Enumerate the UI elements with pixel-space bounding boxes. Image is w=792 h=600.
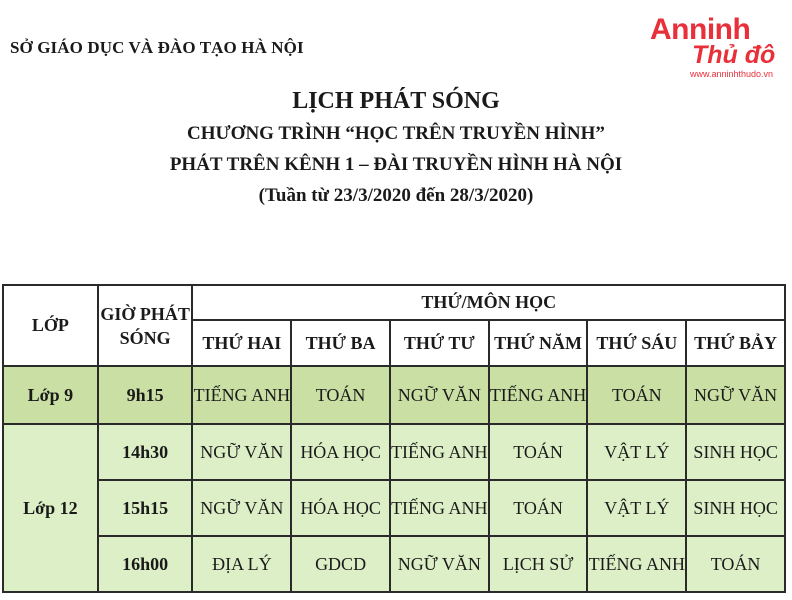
subject-cell: SINH HỌC — [686, 480, 785, 536]
subject-cell: GDCD — [291, 536, 390, 592]
document-headings — [0, 84, 792, 211]
table-header-row — [3, 285, 785, 320]
organization-name: SỞ GIÁO DỤC VÀ ĐÀO TẠO HÀ NỘI — [10, 38, 304, 57]
header-class: LỚP — [3, 285, 98, 366]
header-day-subject: THỨ/MÔN HỌC — [192, 285, 785, 320]
subject-cell: HÓA HỌC — [291, 424, 390, 480]
time-cell: 15h15 — [98, 480, 193, 536]
subject-cell: TIẾNG ANH — [390, 480, 489, 536]
broadcast-schedule-table — [2, 284, 786, 593]
subject-cell: TIẾNG ANH — [489, 366, 588, 424]
week-range: (Tuần từ 23/3/2020 đến 28/3/2020) — [258, 185, 534, 206]
day-header: THỨ BA — [291, 320, 390, 366]
time-cell: 9h15 — [98, 366, 193, 424]
day-header: THỨ HAI — [192, 320, 291, 366]
channel-line: PHÁT TRÊN KÊNH 1 – ĐÀI TRUYỀN HÌNH HÀ NỘI — [169, 154, 623, 175]
subject-cell: TOÁN — [291, 366, 390, 424]
subject-cell: NGỮ VĂN — [192, 424, 291, 480]
subject-cell: TIẾNG ANH — [390, 424, 489, 480]
grade-cell: Lớp 12 — [3, 424, 98, 592]
subject-cell: TOÁN — [489, 480, 588, 536]
subject-cell: ĐỊA LÝ — [192, 536, 291, 592]
subject-cell: VẬT LÝ — [587, 480, 686, 536]
subject-cell: LỊCH SỬ — [489, 536, 588, 592]
subject-cell: HÓA HỌC — [291, 480, 390, 536]
day-header: THỨ TƯ — [390, 320, 489, 366]
header-broadcast-time: GIỜ PHÁT SÓNG — [98, 285, 193, 366]
time-cell: 16h00 — [98, 536, 193, 592]
subject-cell: NGỮ VĂN — [192, 480, 291, 536]
program-name: CHƯƠNG TRÌNH “HỌC TRÊN TRUYỀN HÌNH” — [187, 123, 605, 144]
logo-url: www.anninhthudo.vn — [690, 69, 774, 79]
document-title: LỊCH PHÁT SÓNG — [292, 88, 500, 114]
subject-cell: NGỮ VĂN — [686, 366, 785, 424]
subject-cell: NGỮ VĂN — [390, 536, 489, 592]
subject-cell: NGỮ VĂN — [390, 366, 489, 424]
subject-cell: TIẾNG ANH — [587, 536, 686, 592]
day-header: THỨ NĂM — [489, 320, 588, 366]
day-header: THỨ SÁU — [587, 320, 686, 366]
subject-cell: TOÁN — [587, 366, 686, 424]
subject-cell: TIẾNG ANH — [192, 366, 291, 424]
subject-cell: SINH HỌC — [686, 424, 785, 480]
grade-cell: Lớp 9 — [3, 366, 98, 424]
table-row — [3, 536, 785, 592]
newspaper-logo — [650, 13, 778, 79]
table-row — [3, 480, 785, 536]
logo-sub-text: Thủ đô — [692, 41, 776, 69]
subject-cell: TOÁN — [686, 536, 785, 592]
subject-cell: TOÁN — [489, 424, 588, 480]
time-cell: 14h30 — [98, 424, 193, 480]
logo-brand-text: Anninh — [650, 13, 751, 46]
table-row — [3, 424, 785, 480]
subject-cell: VẬT LÝ — [587, 424, 686, 480]
day-header: THỨ BẢY — [686, 320, 785, 366]
table-row — [3, 366, 785, 424]
